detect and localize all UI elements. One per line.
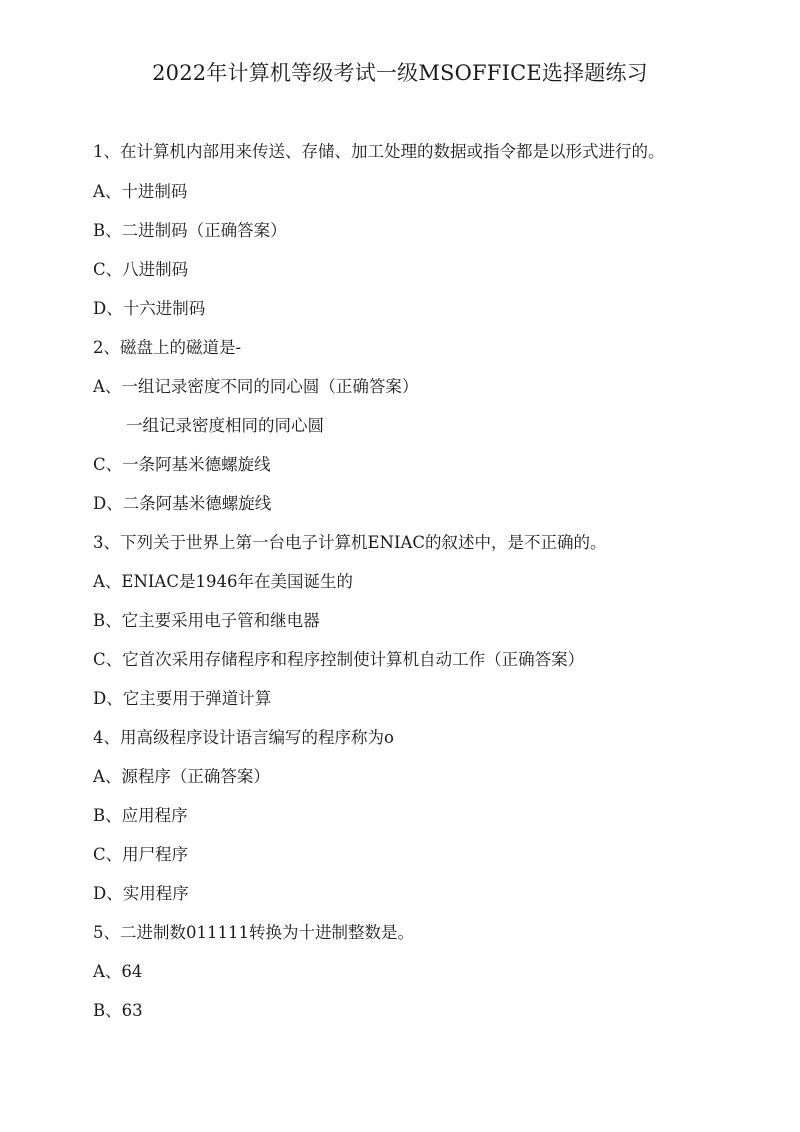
question-2: 2、磁盘上的磁道是- [93,338,242,357]
option-4d: D、实用程序 [93,884,189,903]
option-1d: D、十六进制码 [93,299,206,318]
option-2d: D、二条阿基米德螺旋线 [93,494,272,513]
option-4b: B、应用程序 [93,806,188,825]
question-list [60,138,750,1035]
option-2b: 一组记录密度相同的同心圆 [126,416,324,435]
document-title: 2022年计算机等级考试一级MSOFFICE选择题练习 [152,61,648,85]
question-1: 1、在计算机内部用来传送、存储、加工处理的数据或指令都是以形式进行的。 [93,142,665,161]
option-2c: C、一条阿基米德螺旋线 [93,455,271,474]
option-5a: A、64 [93,962,143,981]
option-2a: A、一组记录密度不同的同心圆（正确答案） [93,377,419,396]
option-4a: A、源程序（正确答案） [93,767,270,786]
option-4c: C、用尸程序 [93,845,189,864]
option-3c: C、它首次采用存储程序和程序控制使计算机自动工作（正确答案） [93,650,585,669]
option-3a: A、ENIAC是1946年在美国诞生的 [93,572,353,591]
question-5: 5、二进制数011111转换为十进制整数是。 [93,923,414,942]
question-3: 3、下列关于世界上第一台电子计算机ENIAC的叙述中，是不正确的。 [93,533,607,552]
option-3d: D、它主要用于弹道计算 [93,689,272,708]
option-3b: B、它主要采用电子管和继电器 [93,611,320,630]
option-1c: C、八进制码 [93,260,189,279]
option-1a: A、十进制码 [93,182,188,201]
option-1b: B、二进制码（正确答案） [93,221,287,240]
option-5b: B、63 [93,1001,143,1020]
question-4: 4、用高级程序设计语言编写的程序称为o [93,728,394,747]
